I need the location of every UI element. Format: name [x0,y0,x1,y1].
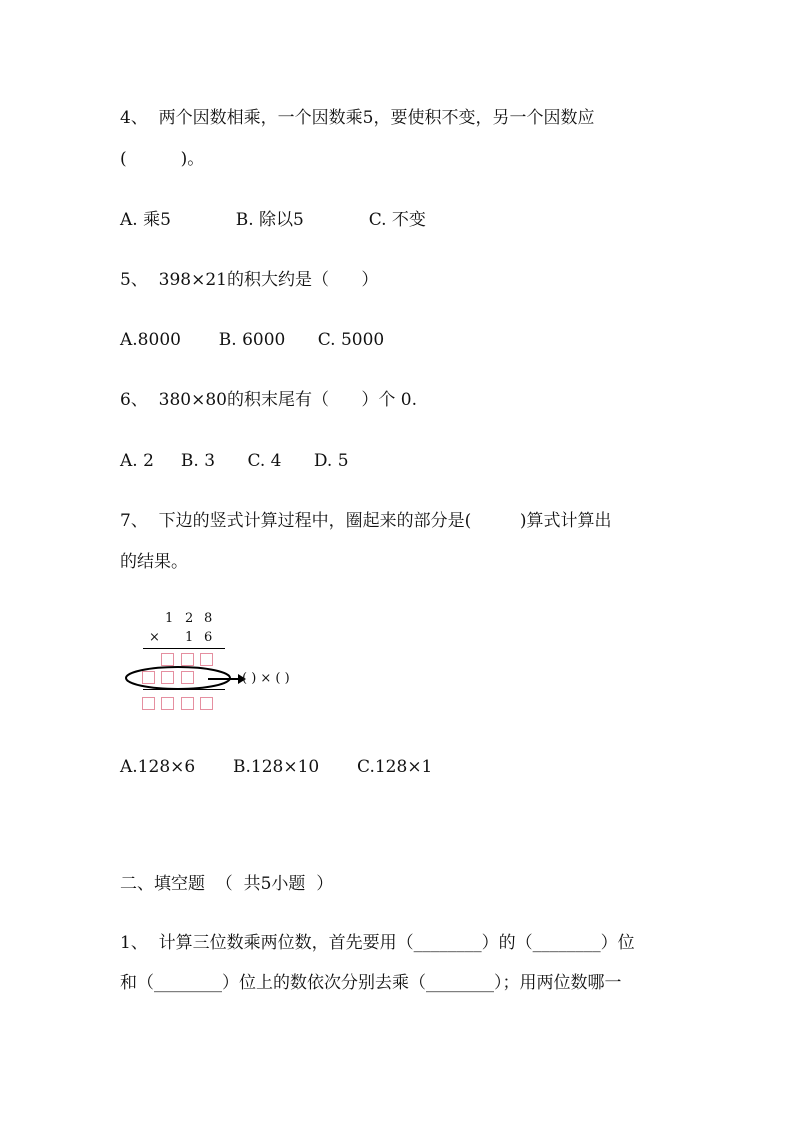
question-5-stem: 5、 398×21的积大约是（ ） [120,270,379,290]
question-4-stem-continued: ( )。 [120,149,205,169]
question-7-stem-continued: 的结果。 [120,552,188,572]
multiply-sign: × [149,630,160,645]
question-4-options: A. 乘5 B. 除以5 C. 不变 [120,210,426,230]
multiplicand-digit: 1 [165,611,174,626]
multiplicand-digit: 8 [204,611,213,626]
fill-question-1-line-1: 1、 计算三位数乘两位数，首先要用（________）的（________）位 [120,933,635,953]
question-7-options: A.128×6 B.128×10 C.128×1 [120,757,433,777]
question-6-stem: 6、 380×80的积末尾有（ ）个 0. [120,390,417,410]
question-7-stem: 7、 下边的竖式计算过程中，圈起来的部分是( )算式计算出 [120,511,612,531]
multiplier-digit: 1 [185,630,194,645]
question-6-options: A. 2 B. 3 C. 4 D. 5 [120,451,349,471]
question-5-options: A.8000 B. 6000 C. 5000 [120,330,385,350]
arrow-label: ( ) × ( ) [242,671,290,686]
product-line-top [143,648,225,649]
multiplier-digit: 6 [204,630,213,645]
fill-question-1-line-2: 和（________）位上的数依次分别去乘（________）；用两位数哪一 [120,973,622,993]
multiplicand-digit: 2 [185,611,194,626]
section-title: 二、填空题 （ 共5小题 ） [120,874,334,894]
question-4-stem: 4、 两个因数相乘，一个因数乘5，要使积不变，另一个因数应 [120,108,595,128]
